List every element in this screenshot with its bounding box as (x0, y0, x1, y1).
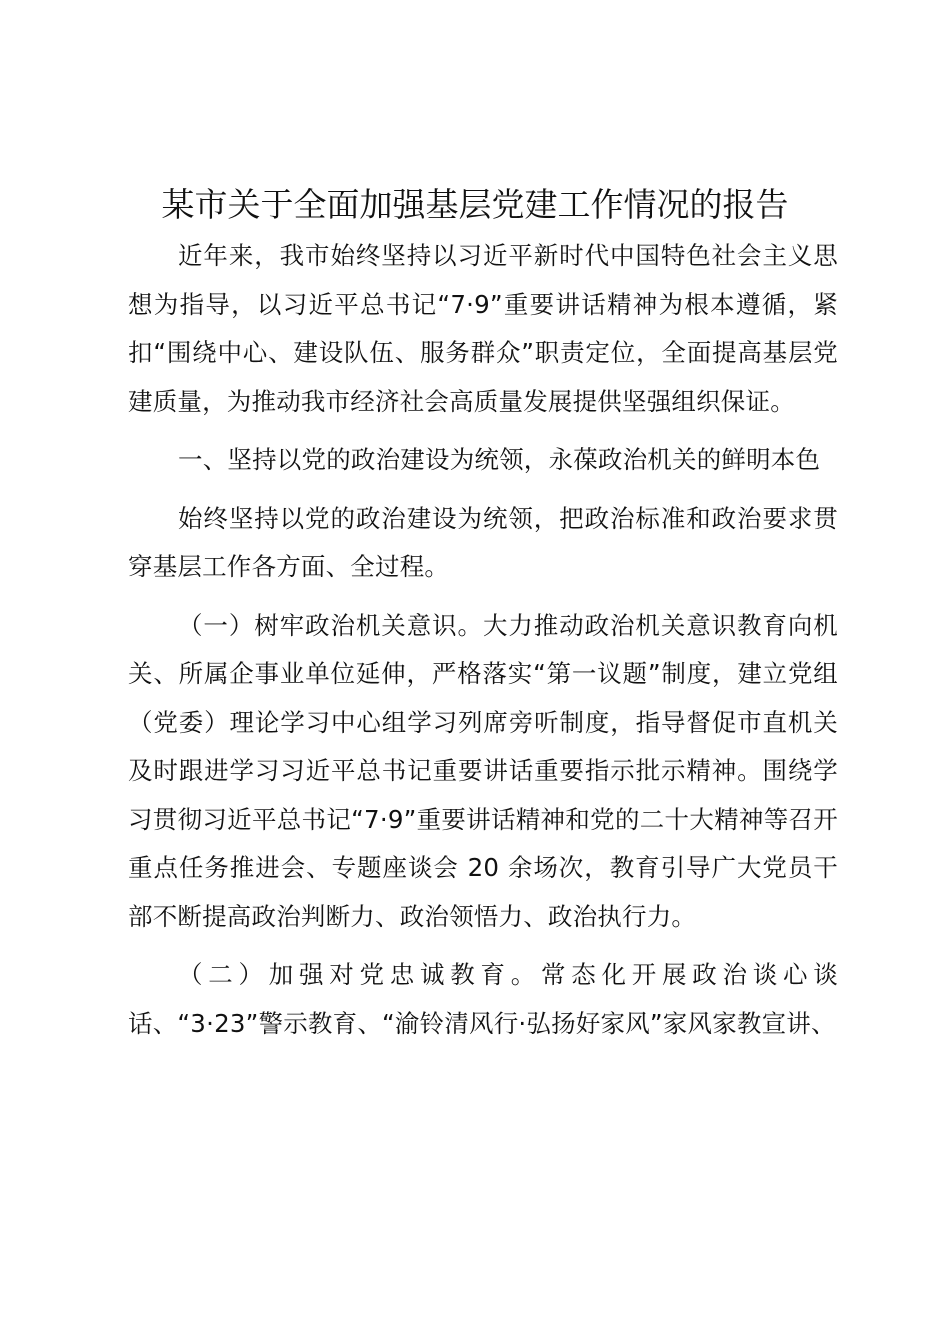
document-title: 某市关于全面加强基层党建工作情况的报告 (161, 185, 789, 224)
section-1-summary: 始终坚持以党的政治建设为统领，把政治标准和政治要求贯穿基层工作各方面、全过程。 (128, 503, 838, 581)
subsection-1-paragraph: （一）树牢政治机关意识。大力推动政治机关意识教育向机关、所属企事业单位延伸，严格落实“第一议题”制度，建立党组（党委）理论学习中心组学习列席旁听制度，指导督促市直机关及时跟进学习习近平总书记重要讲话重要指示批示精神。围绕学习贯彻习近平总书记“7·9”重要讲话精神和党的二十大精神等召开重点任务推进会、专题座谈会 20 余场次，教育引导广大党员干部不断提高政治判断力、政治领悟力、政治执行力。 (128, 610, 838, 931)
subsection-2-paragraph: （二）加强对党忠诚教育。常态化开展政治谈心谈话、“3·23”警示教育、“渝铃清风行·弘扬好家风”家风家教宣讲、 (128, 960, 838, 1038)
intro-paragraph: 近年来，我市始终坚持以习近平新时代中国特色社会主义思想为指导，以习近平总书记“7·9”重要讲话精神为根本遵循，紧扣“围绕中心、建设队伍、服务群众”职责定位，全面提高基层党建质量，为推动我市经济社会高质量发展提供坚强组织保证。 (128, 241, 838, 416)
document-body (128, 232, 838, 1058)
section-heading-1: 一、坚持以党的政治建设为统领，永葆政治机关的鲜明本色 (178, 445, 821, 474)
